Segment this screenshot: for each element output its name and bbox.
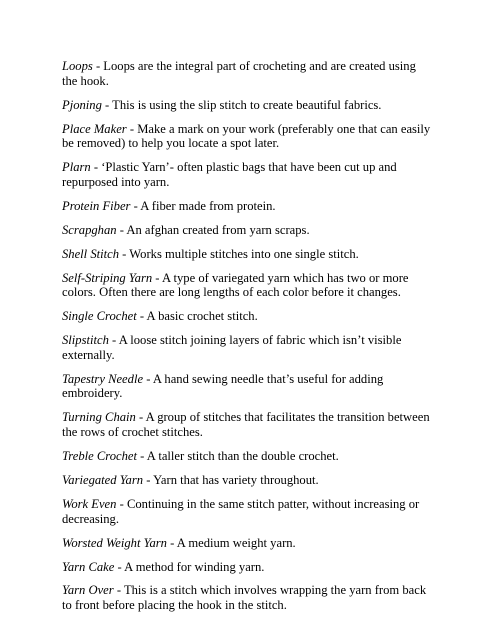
- glossary-term: Slipstitch: [62, 333, 109, 348]
- term-separator: -: [101, 97, 113, 112]
- glossary-entry-plarn: [62, 160, 434, 189]
- glossary-entry-scrapghan: [62, 223, 434, 238]
- glossary-term: Work Even: [62, 496, 117, 511]
- glossary-definition: Make a mark on your work (preferably one that can easily be removed) to help you locate a spot later.: [62, 121, 431, 151]
- glossary-term: Variegated Yarn: [62, 472, 144, 487]
- glossary-entry-treble-crochet: [62, 449, 434, 464]
- glossary-entry-turning-chain: [62, 410, 434, 439]
- glossary-definition: Yarn that has variety throughout.: [153, 472, 319, 487]
- glossary-term: Yarn Over: [62, 583, 114, 598]
- glossary-term: Pjoning: [62, 97, 102, 112]
- glossary-entry-self-striping-yarn: [62, 271, 434, 300]
- term-separator: -: [143, 472, 154, 487]
- glossary-entry-work-even: [62, 497, 434, 526]
- glossary-term: Yarn Cake: [62, 559, 115, 574]
- term-separator: -: [136, 448, 147, 463]
- glossary-entry-slipstitch: [62, 333, 434, 362]
- glossary-entry-yarn-over: [62, 583, 434, 612]
- glossary-entry-worsted-weight-yarn: [62, 536, 434, 551]
- glossary-list: [62, 59, 434, 622]
- glossary-definition: A group of stitches that facilitates the transition between the rows of crochet stitches.: [62, 410, 430, 439]
- term-separator: -: [126, 121, 138, 136]
- glossary-entry-protein-fiber: [62, 199, 434, 214]
- glossary-definition: This is a stitch which involves wrapping the yarn from back to front before placing the hook in the stitch.: [62, 583, 427, 613]
- term-separator: -: [130, 198, 141, 213]
- glossary-entry-place-maker: [62, 122, 434, 151]
- term-separator: -: [119, 246, 130, 261]
- term-separator: -: [92, 59, 104, 73]
- term-separator: -: [90, 160, 102, 175]
- glossary-definition: A loose stitch joining layers of fabric which isn’t visible externally.: [62, 333, 402, 362]
- glossary-entry-yarn-cake: [62, 560, 434, 575]
- glossary-definition: ‘Plastic Yarn’- often plastic bags that have been cut up and repurposed into yarn.: [62, 160, 397, 189]
- glossary-term: Shell Stitch: [62, 246, 120, 261]
- term-separator: -: [152, 270, 162, 285]
- glossary-definition: An afghan created from yarn scraps.: [126, 222, 310, 237]
- glossary-entry-pjoning: [62, 98, 434, 113]
- term-separator: -: [143, 371, 153, 386]
- glossary-term: Self-Striping Yarn: [62, 270, 153, 285]
- glossary-term: Worsted Weight Yarn: [62, 535, 167, 550]
- glossary-definition: Continuing in the same stitch patter, without increasing or decreasing.: [62, 496, 420, 526]
- term-separator: -: [166, 535, 177, 550]
- glossary-term: Plarn: [62, 160, 91, 175]
- term-separator: -: [136, 309, 147, 324]
- glossary-term: Loops: [62, 59, 93, 73]
- glossary-term: Single Crochet: [62, 309, 137, 324]
- glossary-definition: A fiber made from protein.: [140, 198, 276, 213]
- glossary-definition: Works multiple stitches into one single stitch.: [129, 246, 359, 261]
- glossary-term: Turning Chain: [62, 410, 136, 425]
- glossary-term: Treble Crochet: [62, 448, 137, 463]
- glossary-entry-loops: [62, 59, 434, 88]
- glossary-entry-shell-stitch: [62, 247, 434, 262]
- term-separator: -: [116, 496, 127, 511]
- glossary-definition: A hand sewing needle that’s useful for adding embroidery.: [62, 371, 384, 401]
- glossary-entry-variegated-yarn: [62, 473, 434, 488]
- glossary-term: Place Maker: [62, 121, 127, 136]
- glossary-definition: A taller stitch than the double crochet.: [146, 448, 339, 463]
- glossary-term: Tapestry Needle: [62, 371, 144, 386]
- term-separator: -: [116, 222, 127, 237]
- term-separator: -: [114, 559, 125, 574]
- glossary-term: Scrapghan: [62, 222, 117, 237]
- glossary-definition: This is using the slip stitch to create beautiful fabrics.: [112, 97, 382, 112]
- glossary-definition: A type of variegated yarn which has two or more colors. Often there are long lengths of each color before it changes.: [62, 270, 409, 300]
- glossary-definition: A medium weight yarn.: [176, 535, 296, 550]
- term-separator: -: [135, 410, 146, 425]
- glossary-entry-single-crochet: [62, 309, 434, 324]
- term-separator: -: [113, 583, 124, 598]
- glossary-entry-tapestry-needle: [62, 372, 434, 401]
- glossary-definition: A method for winding yarn.: [124, 559, 265, 574]
- term-separator: -: [108, 333, 119, 348]
- glossary-definition: A basic crochet stitch.: [146, 309, 258, 324]
- glossary-term: Protein Fiber: [62, 198, 131, 213]
- glossary-definition: Loops are the integral part of crocheting and are created using the hook.: [62, 59, 416, 88]
